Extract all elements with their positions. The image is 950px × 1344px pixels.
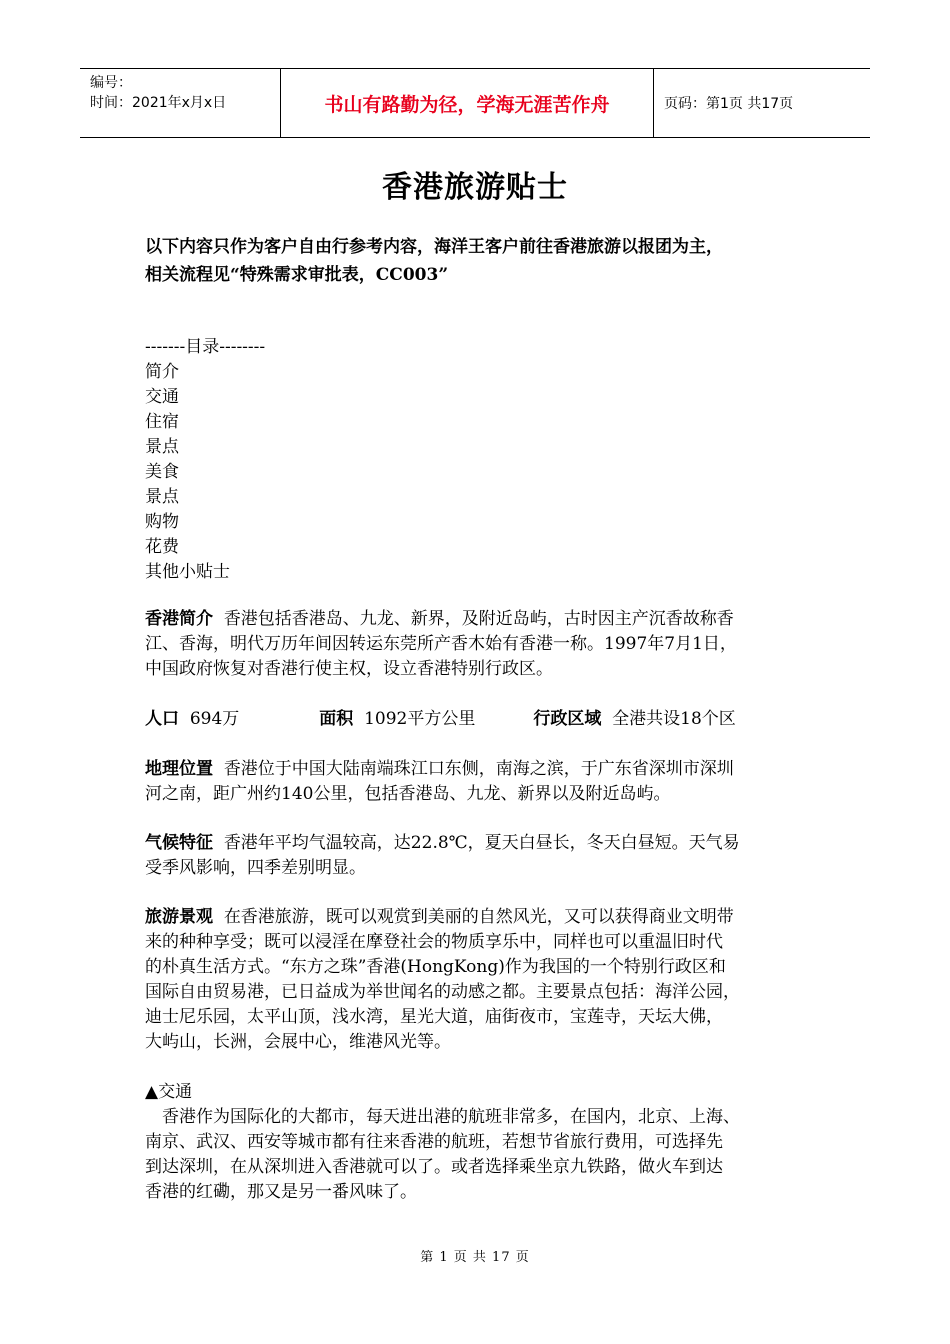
note-line: 相关流程见“特殊需求审批表，CC003” — [145, 265, 449, 285]
motto-cell — [281, 69, 654, 137]
paragraph-text: 受季风影响，四季差别明显。 — [145, 858, 366, 878]
paragraph-text: 的朴真生活方式。“东方之珠”香港(HongKong)作为我国的一个特别行政区和 — [145, 957, 726, 977]
paragraph-text: 香港年平均气温较高，达22.8℃，夏天白昼长，冬天白昼短。天气易 — [223, 833, 740, 853]
paragraph-text: 香港的红磡，那又是另一番风味了。 — [145, 1182, 417, 1202]
table-of-contents — [145, 335, 265, 585]
section-heading: ▲交通 — [145, 1082, 193, 1102]
note-line: 以下内容只作为客户自由行参考内容，海洋王客户前往香港旅游以报团为主， — [145, 237, 723, 257]
geography-section — [145, 757, 825, 807]
date-label: 时间：2021年x月x日 — [90, 95, 227, 111]
page-info: 页码：第1页 共17页 — [664, 96, 794, 112]
paragraph-text: 江、香海，明代万历年间因转运东莞所产香木始有香港一称。1997年7月1日， — [145, 634, 737, 654]
paragraph-text: 来的种种享受；既可以浸淫在摩登社会的物质享乐中，同样也可以重温旧时代 — [145, 932, 723, 952]
toc-item: 简介 — [145, 362, 179, 382]
section-term: 旅游景观 — [145, 907, 213, 927]
district-term: 行政区域 — [533, 709, 602, 729]
page-title: 香港旅游贴士 — [382, 170, 568, 205]
toc-item: 购物 — [145, 512, 179, 532]
number-label: 编号： — [90, 75, 132, 91]
paragraph-text: 香港位于中国大陆南端珠江口东侧，南海之滨，于广东省深圳市深圳 — [223, 759, 734, 779]
toc-heading: -------目录-------- — [145, 337, 266, 357]
toc-item: 景点 — [145, 437, 179, 457]
population-term: 人口 — [145, 709, 179, 729]
toc-item: 景点 — [145, 487, 179, 507]
toc-item: 住宿 — [145, 412, 179, 432]
intro-section — [145, 607, 825, 682]
header-meta-cell — [80, 69, 281, 137]
paragraph-text: 香港包括香港岛、九龙、新界，及附近岛屿，古时因主产沉香故称香 — [223, 609, 734, 629]
transport-section — [145, 1080, 825, 1205]
document-header — [80, 68, 870, 138]
scenery-section — [145, 905, 825, 1055]
paragraph-text: 大屿山，长洲，会展中心，维港风光等。 — [145, 1032, 451, 1052]
motto: 书山有路勤为径，学海无涯苦作舟 — [324, 93, 610, 116]
paragraph-text: 迪士尼乐园，太平山顶，浅水湾，星光大道，庙街夜市，宝莲寺，天坛大佛， — [145, 1007, 723, 1027]
section-term: 地理位置 — [145, 759, 213, 779]
climate-section — [145, 831, 825, 881]
paragraph-text: 河之南，距广州约140公里，包括香港岛、九龙、新界以及附近岛屿。 — [145, 784, 671, 804]
district-value: 全港共设18个区 — [612, 709, 736, 729]
paragraph-text: 香港作为国际化的大都市，每天进出港的航班非常多，在国内，北京、上海、 — [162, 1107, 740, 1127]
paragraph-text: 在香港旅游，既可以观赏到美丽的自然风光，又可以获得商业文明带 — [223, 907, 734, 927]
stats-row — [145, 707, 736, 732]
section-term: 气候特征 — [145, 833, 213, 853]
toc-item: 美食 — [145, 462, 179, 482]
toc-item: 花费 — [145, 537, 179, 557]
paragraph-text: 国际自由贸易港，已日益成为举世闻名的动感之都。主要景点包括：海洋公园， — [145, 982, 740, 1002]
page-footer: 第 1 页 共 17 页 — [420, 1250, 530, 1265]
section-term: 香港简介 — [145, 609, 213, 629]
paragraph-text: 南京、武汉、西安等城市都有往来香港的航班，若想节省旅行费用，可选择先 — [145, 1132, 723, 1152]
paragraph-text: 到达深圳，在从深圳进入香港就可以了。或者选择乘坐京九铁路，做火车到达 — [145, 1157, 723, 1177]
intro-note — [145, 233, 825, 289]
page-info-cell — [654, 69, 870, 137]
area-value: 1092平方公里 — [364, 709, 476, 729]
toc-item: 交通 — [145, 387, 179, 407]
toc-item: 其他小贴士 — [145, 562, 230, 582]
paragraph-text: 中国政府恢复对香港行使主权，设立香港特别行政区。 — [145, 659, 553, 679]
area-term: 面积 — [319, 709, 354, 729]
population-value: 694万 — [189, 709, 240, 729]
